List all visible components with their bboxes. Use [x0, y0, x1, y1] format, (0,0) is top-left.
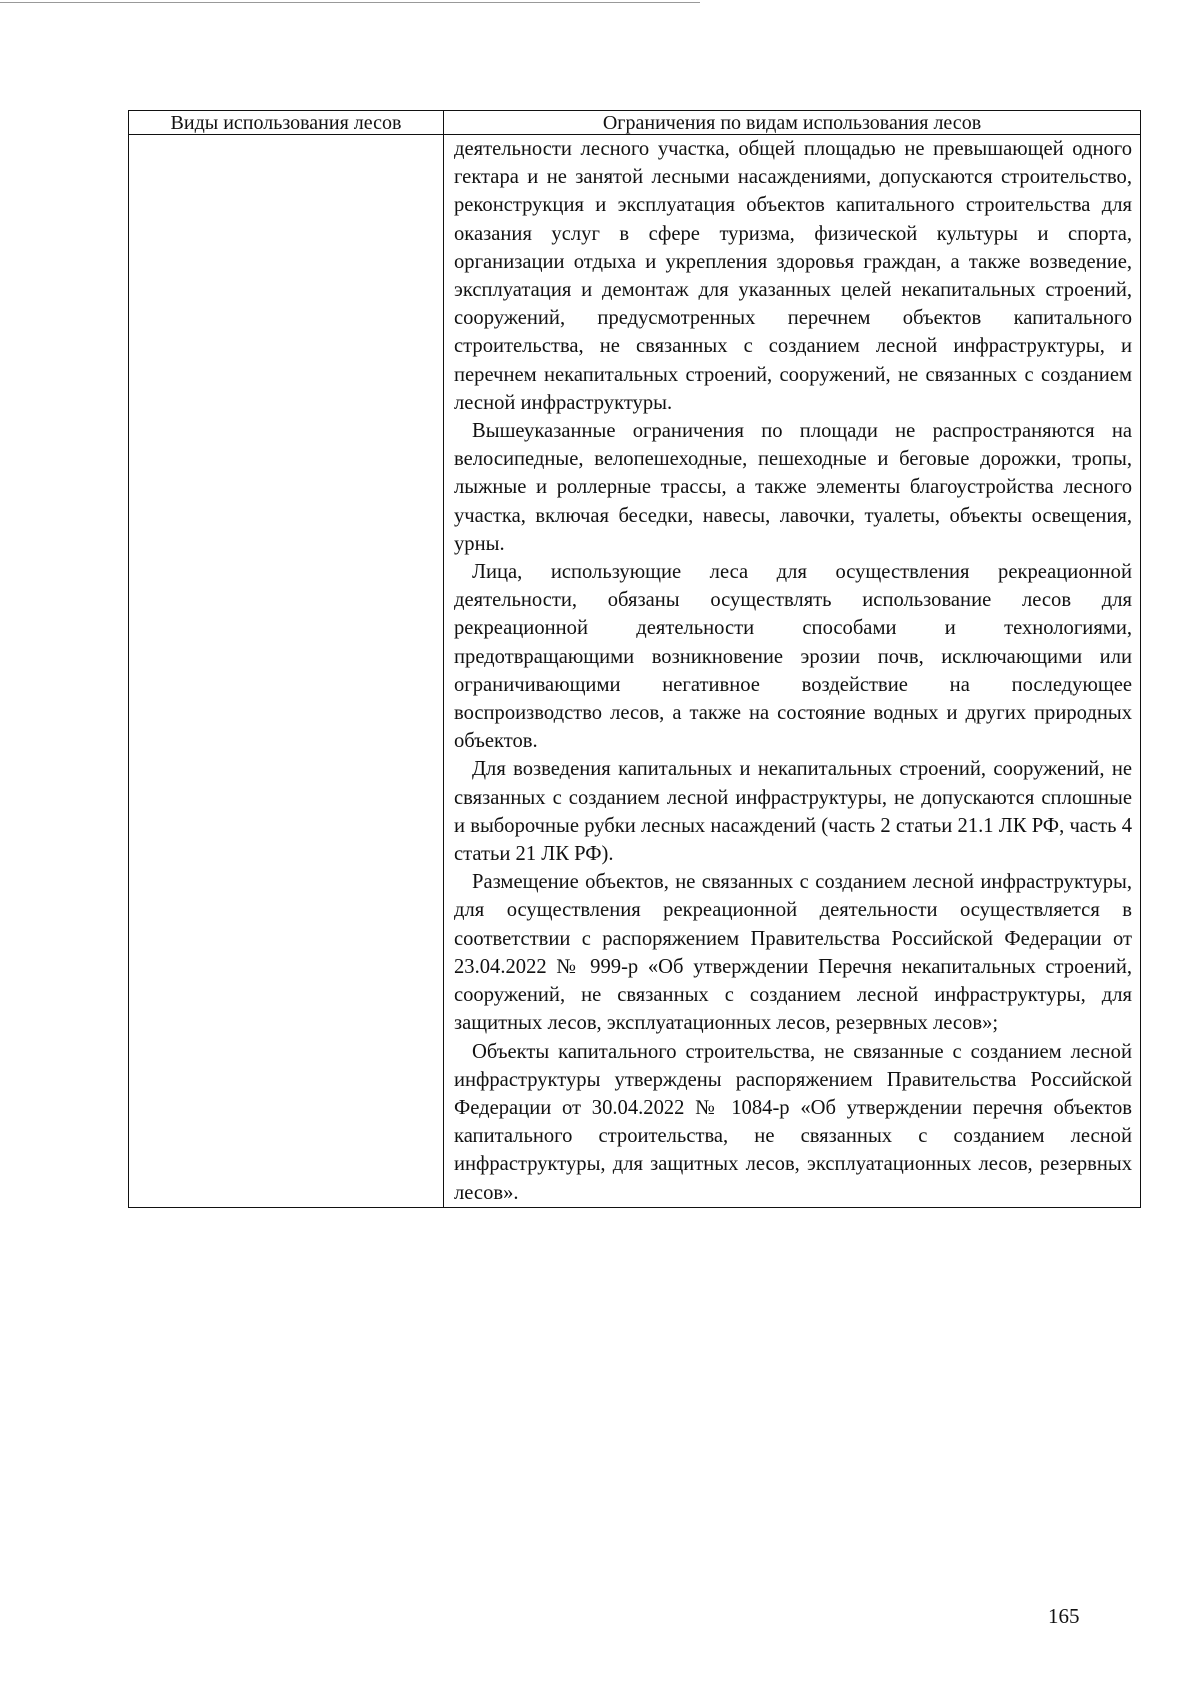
forest-use-type-cell — [129, 135, 444, 1208]
restrictions-cell — [444, 135, 1141, 1208]
table-header-row — [129, 111, 1141, 135]
restriction-paragraph: Лица, использующие леса для осуществления рекреационной деятельности, обязаны осуществлять использование лесов для рекреационной деятельности способами и технологиями, предотвращающими возникновение эрозии почв, исключающими или ограничивающими негативное воздействие на последующее воспроизводство лесов, а также на состояние водных и других природных объектов. — [454, 561, 1132, 753]
forest-use-table-container — [128, 110, 1140, 1208]
restriction-paragraph: Размещение объектов, не связанных с созданием лесной инфраструктуры, для осуществления рекреационной деятельности осуществляется в соответствии с распоряжением Правительства Российской Федерации от 23.04.2022 № 999-р «Об утверждении Перечня некапитальных строений, сооружений, не связанных с созданием лесной инфраструктуры, для защитных лесов, эксплуатационных лесов, резервных лесов»; — [454, 871, 1132, 1035]
forest-use-restrictions-table — [128, 110, 1141, 1208]
restriction-paragraph: Объекты капитального строительства, не связанные с созданием лесной инфраструктуры утверждены распоряжением Правительства Российской Федерации от 30.04.2022 № 1084-р «Об утверждении перечня объектов капитального строительства, не связанных с созданием лесной инфраструктуры, для защитных лесов, эксплуатационных лесов, резервных лесов». — [454, 1040, 1132, 1204]
restriction-paragraph: Для возведения капитальных и некапитальных строений, сооружений, не связанных с созданием лесной инфраструктуры, не допускаются сплошные и выборочные рубки лесных насаждений (часть 2 статьи 21.1 ЛК РФ, часть 4 статьи 21 ЛК РФ). — [454, 758, 1132, 866]
top-scan-rule — [0, 2, 700, 3]
restriction-paragraph: Вышеуказанные ограничения по площади не распространяются на велосипедные, велопешеходные, пешеходные и беговые дорожки, тропы, лыжные и роллерные трассы, а также элементы благоустройства лесного участка, включая беседки, навесы, лавочки, туалеты, объекты освещения, урны. — [454, 420, 1132, 555]
header-forest-use-types: Виды использования лесов — [129, 111, 444, 135]
page-number: 165 — [1048, 1604, 1080, 1628]
table-row — [129, 135, 1141, 1208]
restriction-paragraph-continued: деятельности лесного участка, общей площадью не превышающей одного гектара и не занятой лесными насаждениями, допускаются строительство, реконструкция и эксплуатация объектов капитального строительства для оказания услуг в сфере туризма, физической культуры и спорта, организации отдыха и укрепления здоровья граждан, а также возведение, эксплуатация и демонтаж для указанных целей некапитальных строений, сооружений, предусмотренных перечнем объектов капитального строительства, не связанных с созданием лесной инфраструктуры, и перечнем некапитальных строений, сооружений, не связанных с созданием лесной инфраструктуры. — [454, 138, 1132, 414]
header-use-restrictions: Ограничения по видам использования лесов — [444, 111, 1141, 135]
